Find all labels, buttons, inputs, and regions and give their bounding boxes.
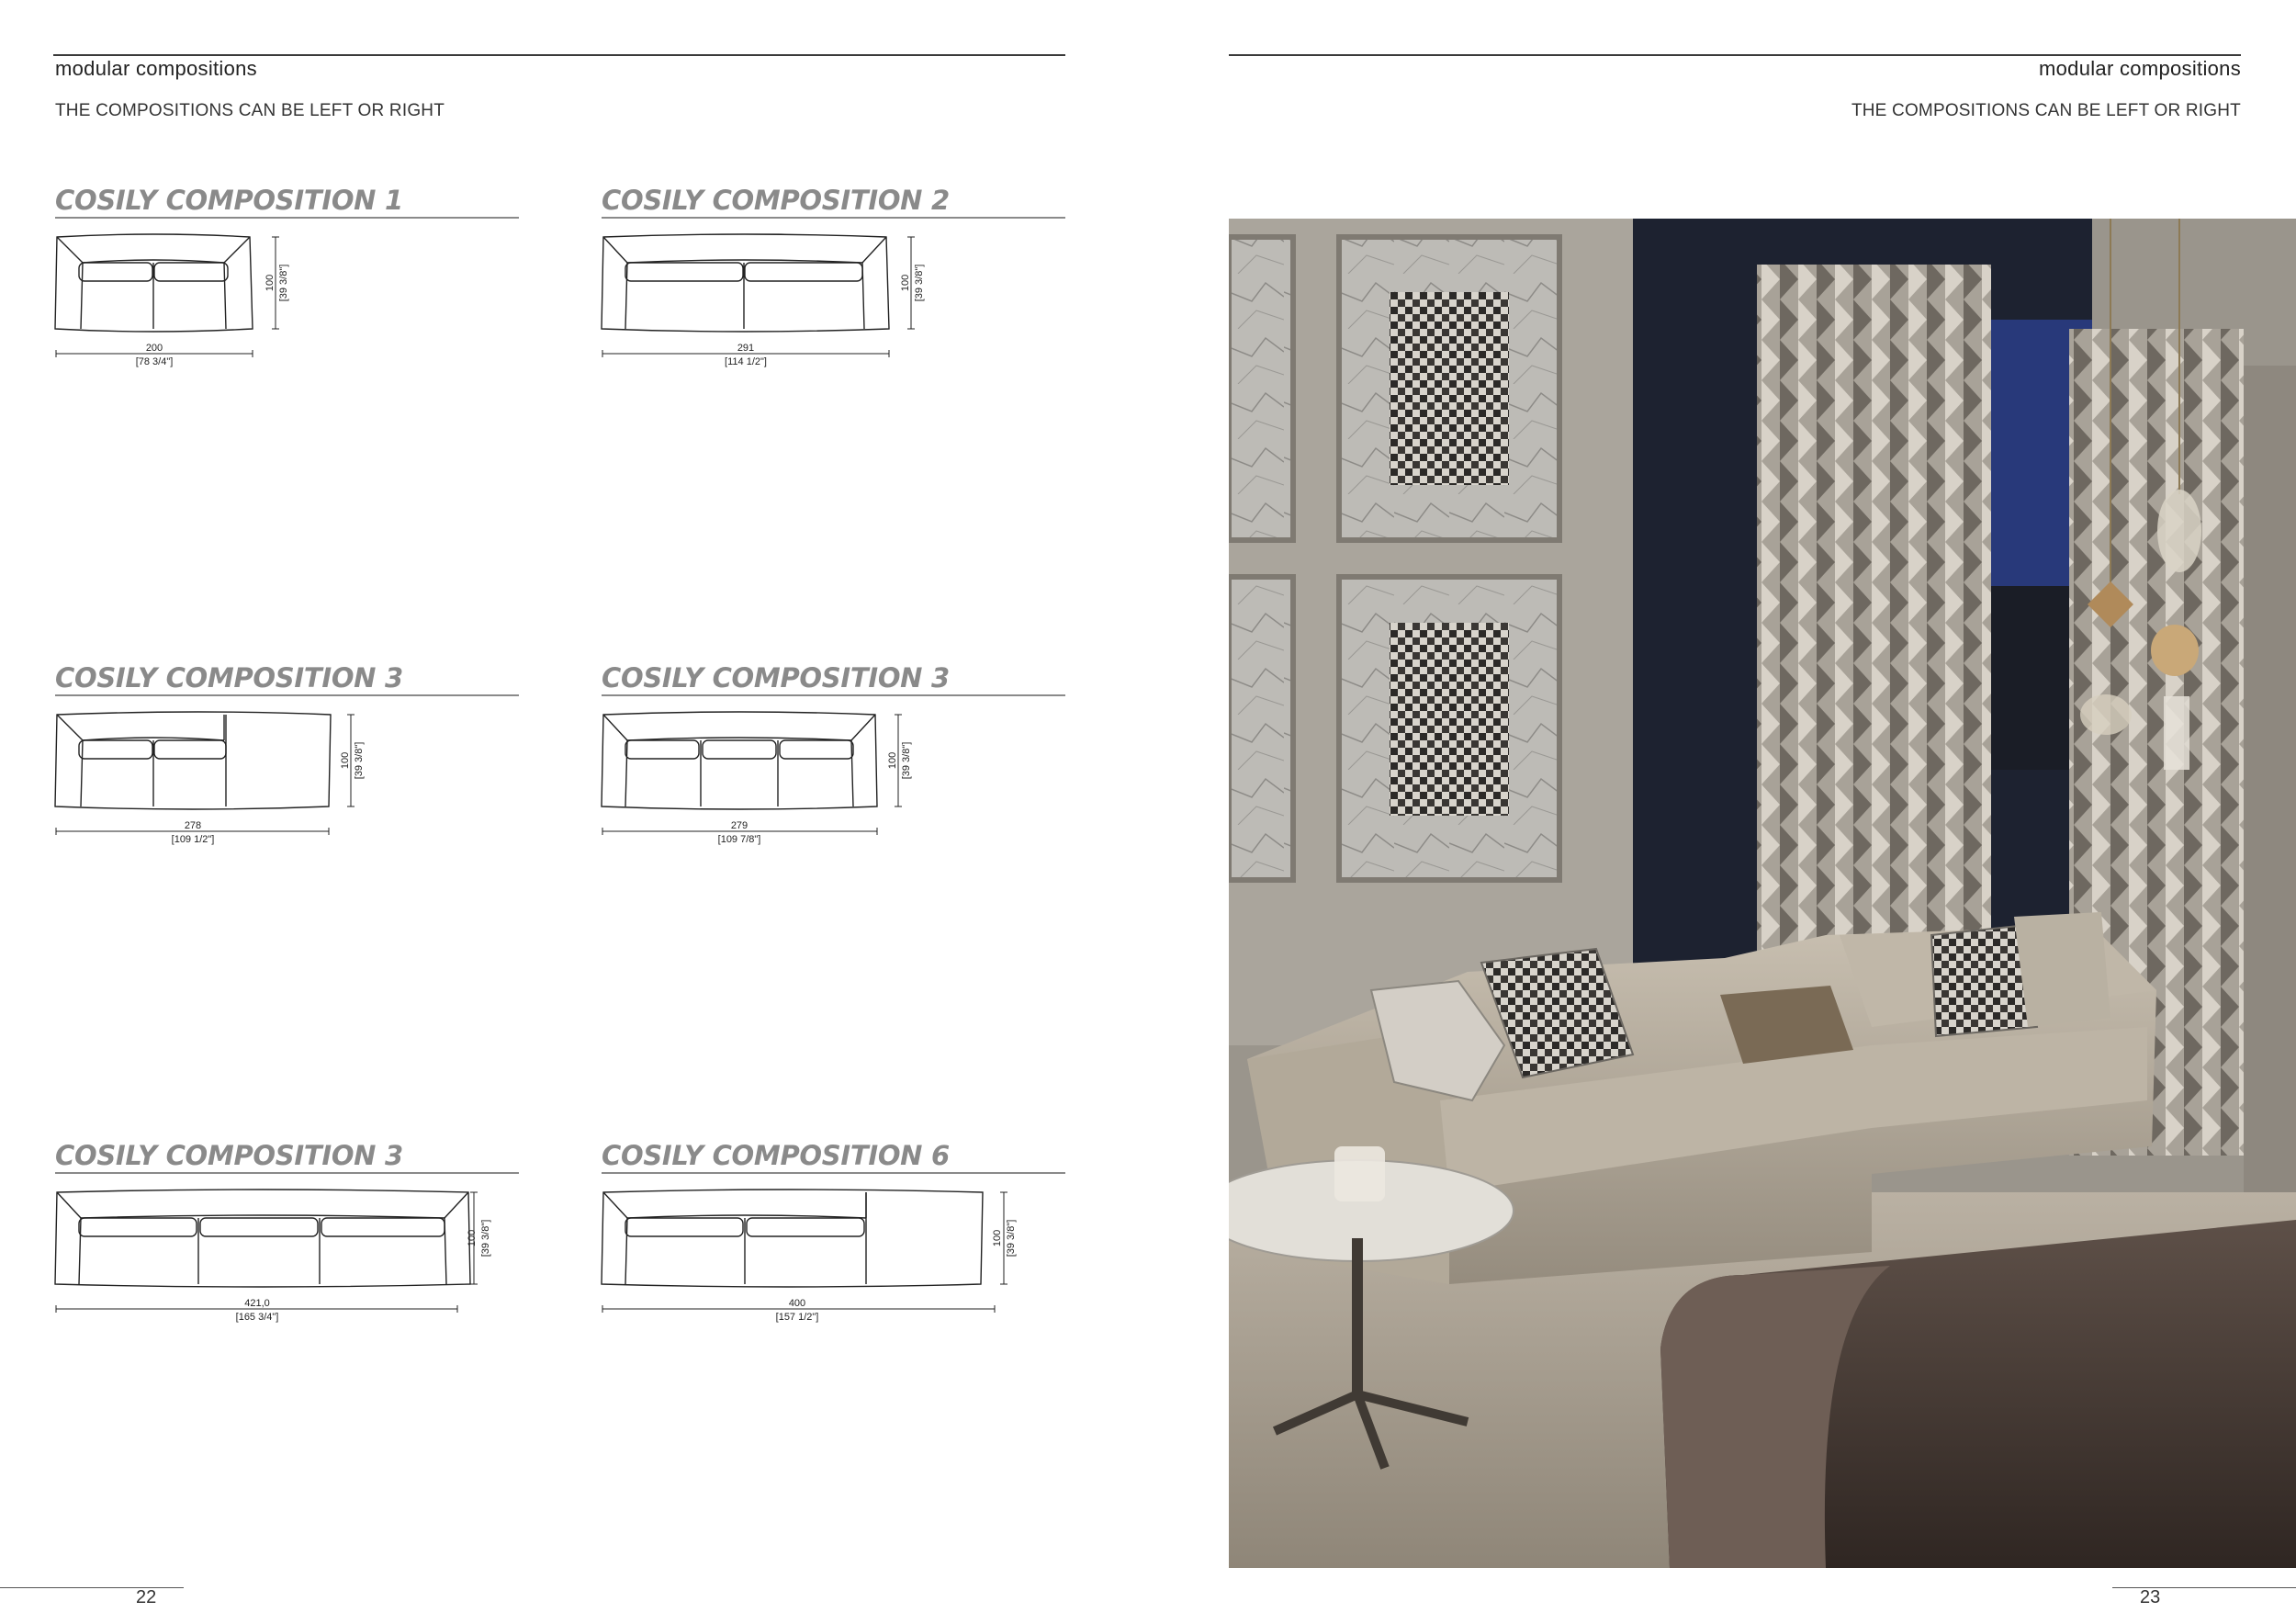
right-page-number: 23 xyxy=(2140,1587,2161,1607)
composition-1 xyxy=(55,184,519,371)
sofa-plan-drawing xyxy=(55,233,519,371)
width-cm: 421,0 xyxy=(244,1298,270,1309)
composition-2 xyxy=(602,184,1065,371)
depth-inches: [39 3/8"] xyxy=(354,741,365,780)
width-cm: 200 xyxy=(145,343,163,354)
composition-rule xyxy=(602,1172,1065,1174)
composition-3c xyxy=(55,1139,519,1326)
width-inches: [165 3/4"] xyxy=(235,1312,279,1323)
left-header-rule xyxy=(53,54,1065,56)
right-header-title: modular compositions xyxy=(2039,57,2241,80)
width-cm: 278 xyxy=(184,820,202,831)
composition-3b xyxy=(602,661,1065,849)
width-inches: [78 3/4"] xyxy=(135,356,174,367)
depth-inches: [39 3/8"] xyxy=(901,741,912,780)
width-cm: 400 xyxy=(788,1298,806,1309)
composition-rule xyxy=(55,217,519,219)
composition-6 xyxy=(602,1139,1065,1326)
depth-cm: 100 xyxy=(887,751,898,770)
depth-inches: [39 3/8"] xyxy=(1006,1219,1017,1257)
sofa-plan-drawing xyxy=(602,711,1065,849)
left-header-subtitle: THE COMPOSITIONS CAN BE LEFT OR RIGHT xyxy=(55,101,445,120)
depth-inches: [39 3/8"] xyxy=(914,264,925,302)
depth-cm: 100 xyxy=(467,1229,478,1247)
right-header-rule xyxy=(1229,54,2241,56)
composition-rule xyxy=(55,1172,519,1174)
width-inches: [114 1/2"] xyxy=(725,356,767,367)
composition-title: COSILY COMPOSITION 2 xyxy=(602,185,950,216)
left-page-number: 22 xyxy=(136,1587,157,1607)
width-cm: 291 xyxy=(737,343,755,354)
sofa-plan-drawing xyxy=(602,233,1065,371)
depth-cm: 100 xyxy=(264,274,276,292)
depth-inches: [39 3/8"] xyxy=(278,264,289,302)
composition-title: COSILY COMPOSITION 3 xyxy=(602,662,950,694)
left-header-title: modular compositions xyxy=(55,57,257,80)
composition-title: COSILY COMPOSITION 1 xyxy=(55,185,403,216)
composition-3a xyxy=(55,661,519,849)
composition-title: COSILY COMPOSITION 3 xyxy=(55,1140,403,1171)
living-room-photo xyxy=(1229,219,2296,1568)
composition-rule xyxy=(55,694,519,696)
right-header-subtitle: THE COMPOSITIONS CAN BE LEFT OR RIGHT xyxy=(1851,101,2241,120)
sofa-plan-drawing xyxy=(55,711,519,849)
width-inches: [109 1/2"] xyxy=(171,834,215,845)
composition-title: COSILY COMPOSITION 6 xyxy=(602,1140,950,1171)
sofa-plan-drawing xyxy=(602,1189,1065,1326)
composition-rule xyxy=(602,694,1065,696)
composition-title: COSILY COMPOSITION 3 xyxy=(55,662,403,694)
sofa-plan-drawing xyxy=(55,1189,519,1326)
width-cm: 279 xyxy=(730,820,748,831)
depth-inches: [39 3/8"] xyxy=(480,1219,491,1257)
width-inches: [157 1/2"] xyxy=(775,1312,819,1323)
depth-cm: 100 xyxy=(992,1229,1003,1247)
width-inches: [109 7/8"] xyxy=(717,834,761,845)
depth-cm: 100 xyxy=(900,274,911,292)
depth-cm: 100 xyxy=(340,751,351,770)
composition-rule xyxy=(602,217,1065,219)
